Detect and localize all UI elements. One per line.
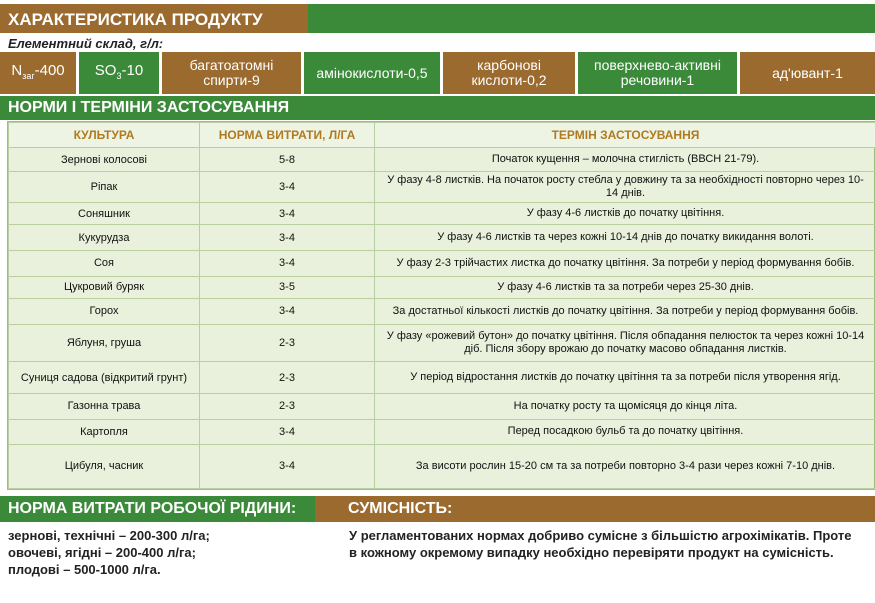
product-header-accent (308, 4, 875, 33)
term-cell: За висоти рослин 15-20 см та за потреби повторно 3-4 рази через кожні 7-10 днів. (375, 444, 875, 488)
rate-cell: 5-8 (200, 148, 375, 172)
compatibility-text (349, 527, 875, 561)
crop-cell: Горох (9, 298, 200, 324)
rate-cell: 3-4 (200, 172, 375, 203)
table-row (9, 362, 875, 394)
crop-cell: Кукурудза (9, 225, 200, 250)
working-fluid-line: овочеві, ягідні – 200-400 л/га; (8, 545, 196, 560)
term-cell: У фазу 4-8 листків. На початок росту стебла у довжину та за необхідності повторно через 10-14 днів. (375, 172, 875, 203)
crop-cell: Ріпак (9, 172, 200, 203)
table-row (9, 298, 875, 324)
working-fluid-line: плодові – 500-1000 л/га. (8, 562, 161, 577)
compatibility-line: У регламентованих нормах добриво сумісне з більшістю агрохімікатів. Проте (349, 528, 852, 543)
compatibility-line: в кожному окремому випадку необхідно перевіряти продукт на сумісність. (349, 545, 834, 560)
crop-cell: Картопля (9, 419, 200, 444)
table-row (9, 324, 875, 361)
chip-surfactants: поверхнево-активні речовини-1 (578, 52, 737, 94)
term-cell: Перед посадкою бульб та до початку цвітіння. (375, 419, 875, 444)
rate-cell: 3-4 (200, 298, 375, 324)
chip-adjuvant: ад'ювант-1 (740, 52, 875, 94)
term-cell: На початку росту та щомісяця до кінця літа. (375, 394, 875, 419)
crop-cell: Цукровий буряк (9, 276, 200, 298)
table-row (9, 276, 875, 298)
compatibility-banner (315, 496, 875, 522)
crop-cell: Газонна трава (9, 394, 200, 419)
crop-cell: Соняшник (9, 203, 200, 225)
table-row (9, 444, 875, 488)
table-row (9, 394, 875, 419)
crop-cell: Яблуня, груша (9, 324, 200, 361)
term-cell: У період відростання листків до початку цвітіння та за потреби після утворення ягід. (375, 362, 875, 394)
rate-cell: 3-4 (200, 444, 375, 488)
term-cell: У фазу «рожевий бутон» до початку цвітіння. Після обпадання пелюсток та через кожні 10-14 діб. Після збору врожаю до початку масово обпадання листків. (375, 324, 875, 361)
crop-cell: Зернові колосові (9, 148, 200, 172)
term-cell: За достатньої кількості листків до початку цвітіння. За потреби у період формування бобів. (375, 298, 875, 324)
chip-amino-acids: амінокислоти-0,5 (304, 52, 440, 94)
working-fluid-title: НОРМА ВИТРАТИ РОБОЧОЇ РІДИНИ: (8, 500, 297, 517)
composition-label: Елементний склад, г/л: (8, 36, 164, 51)
norms-table-wrapper (7, 121, 875, 490)
term-cell: У фазу 2-3 трійчастих листка до початку цвітіння. За потреби у період формування бобів. (375, 250, 875, 276)
chip-carboxylic-acids: карбонові кислоти-0,2 (443, 52, 575, 94)
norms-banner (0, 96, 875, 120)
working-fluid-line: зернові, технічні – 200-300 л/га; (8, 528, 210, 543)
term-cell: Початок кущення – молочна стиглість (ВВСН 21-79). (375, 148, 875, 172)
term-cell: У фазу 4-6 листків та за потреби через 25-30 днів. (375, 276, 875, 298)
product-header-title: ХАРАКТЕРИСТИКА ПРОДУКТУ (8, 10, 263, 29)
term-cell: У фазу 4-6 листків та через кожні 10-14 днів до початку викидання волоті. (375, 225, 875, 250)
table-row (9, 225, 875, 250)
rate-cell: 2-3 (200, 362, 375, 394)
compatibility-title: СУМІСНІСТЬ: (348, 500, 453, 517)
table-row (9, 172, 875, 203)
rate-cell: 3-4 (200, 225, 375, 250)
norms-table (8, 122, 875, 489)
table-row (9, 419, 875, 444)
rate-cell: 3-4 (200, 419, 375, 444)
col-header-term: ТЕРМІН ЗАСТОСУВАННЯ (375, 123, 875, 148)
rate-cell: 2-3 (200, 394, 375, 419)
rate-cell: 3-4 (200, 203, 375, 225)
table-header-row (9, 123, 875, 148)
chip-nitrogen: $N_{заг}-400$ (0, 52, 76, 94)
rate-cell: 3-4 (200, 250, 375, 276)
col-header-rate: НОРМА ВИТРАТИ, Л/ГА (200, 123, 375, 148)
chip-sulfur: $SO_3-10$ (79, 52, 159, 94)
table-row (9, 203, 875, 225)
crop-cell: Соя (9, 250, 200, 276)
chip-polyalcohols: багатоатомні спирти-9 (162, 52, 301, 94)
term-cell: У фазу 4-6 листків до початку цвітіння. (375, 203, 875, 225)
working-fluid-banner (0, 496, 315, 522)
product-header-bar (0, 4, 308, 33)
crop-cell: Суниця садова (відкритий грунт) (9, 362, 200, 394)
rate-cell: 3-5 (200, 276, 375, 298)
table-row (9, 148, 875, 172)
crop-cell: Цибуля, часник (9, 444, 200, 488)
col-header-crop: КУЛЬТУРА (9, 123, 200, 148)
rate-cell: 2-3 (200, 324, 375, 361)
table-row (9, 250, 875, 276)
norms-title: НОРМИ І ТЕРМІНИ ЗАСТОСУВАННЯ (8, 99, 290, 116)
